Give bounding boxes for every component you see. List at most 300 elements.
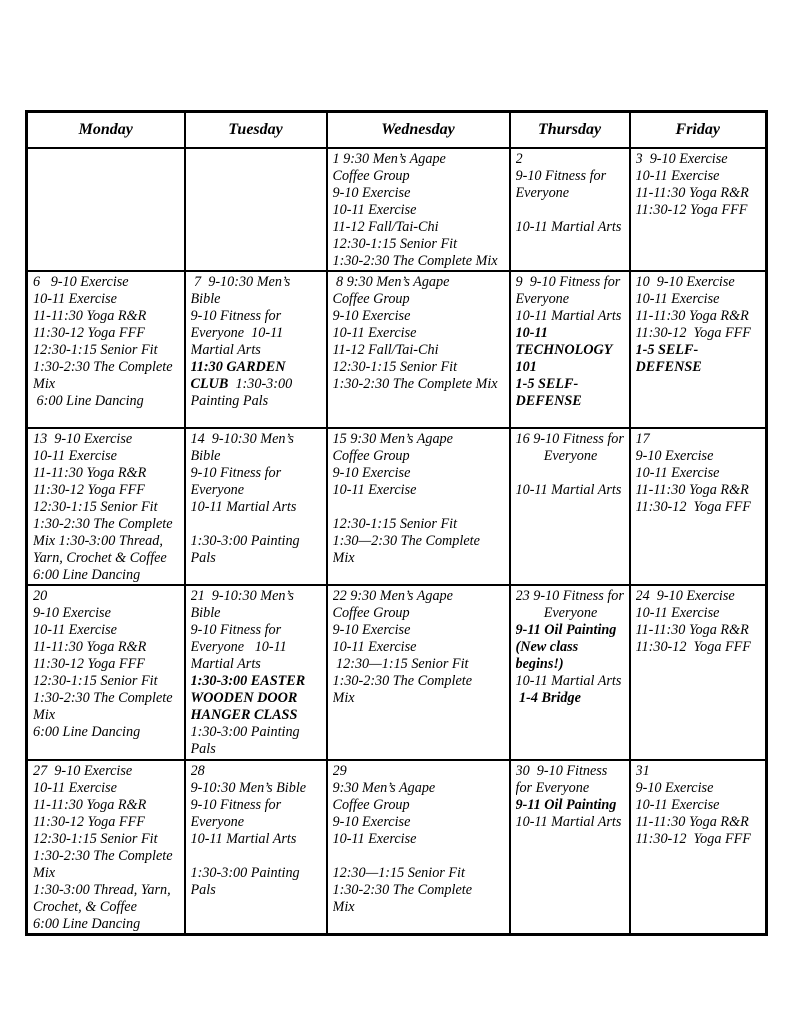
event-text: 29 — [332, 763, 347, 779]
event-text: 10-11 Martial Arts — [515, 219, 622, 235]
cell-wednesday-1 — [327, 148, 510, 271]
event-line — [516, 219, 626, 236]
event-line — [636, 274, 763, 291]
event-text: 9-10 Exercise — [635, 780, 714, 796]
event-text: 10-11 Martial Arts — [515, 814, 622, 830]
event-text: 11:30-12 Yoga FFF — [635, 499, 751, 515]
event-text-bold: 10-11 — [515, 325, 548, 341]
event-line — [636, 325, 763, 342]
event-text-bold: 1-5 SELF- — [515, 376, 579, 392]
event-text: 9-10 Exercise — [332, 465, 411, 481]
event-line — [191, 690, 323, 707]
event-text: 10-11 Exercise — [33, 291, 117, 307]
cell-monday-13 — [27, 428, 185, 585]
event-line — [33, 376, 181, 393]
event-line — [191, 639, 323, 656]
event-line — [33, 567, 181, 584]
event-line — [333, 151, 506, 168]
event-line — [333, 291, 506, 308]
event-line — [191, 448, 323, 465]
event-line — [516, 151, 626, 168]
event-line — [33, 797, 181, 814]
event-line — [636, 831, 763, 848]
event-line — [516, 780, 626, 797]
event-line — [191, 482, 323, 499]
event-line — [516, 168, 626, 185]
event-text: 9-10 Exercise — [635, 448, 714, 464]
event-line — [516, 431, 626, 448]
event-line — [333, 690, 506, 707]
event-text: Everyone 10-11 — [190, 325, 284, 341]
event-text: 10 9-10 Exercise — [635, 274, 735, 290]
event-line — [33, 656, 181, 673]
activity-calendar-table — [25, 110, 768, 936]
event-text: 16 9-10 Fitness for — [515, 431, 624, 447]
event-text: 1:30-2:30 The Complete — [33, 848, 173, 864]
event-text: Pals — [190, 882, 216, 898]
event-line — [516, 482, 626, 499]
event-line — [333, 482, 506, 499]
event-line — [333, 673, 506, 690]
event-text: 9-10 Exercise — [332, 814, 411, 830]
event-text-bold: 11:30 GARDEN — [190, 359, 286, 375]
event-line — [516, 376, 626, 393]
event-line — [191, 308, 323, 325]
event-line — [33, 550, 181, 567]
event-text: 10-11 Exercise — [33, 622, 117, 638]
event-line — [516, 814, 626, 831]
event-line — [191, 780, 323, 797]
event-text-bold: DEFENSE — [635, 359, 702, 375]
event-line — [333, 831, 506, 848]
event-text: 12:30-1:15 Senior Fit — [33, 499, 158, 515]
event-line — [33, 605, 181, 622]
event-text: 30 9-10 Fitness — [515, 763, 608, 779]
event-text: 11:30-12 Yoga FFF — [33, 482, 145, 498]
day-header-friday: Friday — [630, 112, 767, 149]
event-line — [33, 639, 181, 656]
event-text-bold: TECHNOLOGY — [515, 342, 613, 358]
event-line — [333, 516, 506, 533]
event-text: Everyone — [543, 605, 598, 621]
cell-wednesday-29 — [327, 760, 510, 935]
event-line — [636, 465, 763, 482]
event-text: 11-11:30 Yoga R&R — [33, 308, 147, 324]
event-text: 10-11 Exercise — [635, 797, 720, 813]
event-text: 1:30-3:00 Thread, Yarn, — [33, 882, 171, 898]
event-text: Coffee Group — [332, 797, 410, 813]
cell-monday-6 — [27, 271, 185, 428]
event-line — [33, 916, 181, 933]
event-line — [33, 342, 181, 359]
event-text: 9-10 Exercise — [33, 605, 111, 621]
event-text: 1:30-2:30 The Complete Mix — [332, 376, 498, 392]
week-row-4 — [27, 585, 767, 760]
event-line — [33, 274, 181, 291]
event-text: 1:30-2:30 The Complete Mix — [332, 253, 498, 269]
event-text: Crochet, & Coffee — [33, 899, 137, 915]
event-line — [333, 448, 506, 465]
event-text-bold: 9-11 Oil Painting — [515, 622, 617, 638]
event-line — [191, 291, 323, 308]
event-text: Bible — [190, 291, 221, 307]
event-text: 1:30-3:00 Painting — [190, 533, 300, 549]
week-row-3 — [27, 428, 767, 585]
event-text: 13 9-10 Exercise — [33, 431, 133, 447]
event-text: 23 9-10 Fitness for — [515, 588, 624, 604]
event-line — [636, 185, 763, 202]
event-line — [191, 533, 323, 550]
event-line — [33, 482, 181, 499]
weekday-header-row — [27, 112, 767, 149]
event-text: Mix — [332, 899, 355, 915]
event-text: 9 9-10 Fitness for — [515, 274, 621, 290]
event-line — [333, 219, 506, 236]
event-text: 7 9-10:30 Men’s — [190, 274, 291, 290]
event-text: 1:30-2:30 The Complete — [33, 690, 173, 706]
event-line — [33, 588, 181, 605]
event-text: 1:30-2:30 The Complete — [33, 516, 173, 532]
event-text: 11-11:30 Yoga R&R — [635, 814, 749, 830]
event-line — [191, 814, 323, 831]
event-text: 11:30-12 Yoga FFF — [635, 639, 751, 655]
event-line — [191, 325, 323, 342]
event-text-bold: WOODEN DOOR — [190, 690, 298, 706]
event-line — [191, 393, 323, 410]
event-line — [33, 780, 181, 797]
event-line — [636, 151, 763, 168]
event-line — [191, 882, 323, 899]
event-text: 21 9-10:30 Men’s — [190, 588, 294, 604]
event-text: Mix — [33, 865, 56, 881]
event-text: 11-12 Fall/Tai-Chi — [332, 219, 439, 235]
event-line — [333, 639, 506, 656]
event-line — [516, 185, 626, 202]
event-line — [191, 741, 323, 758]
event-text: 11-11:30 Yoga R&R — [33, 639, 147, 655]
event-line — [191, 274, 323, 291]
event-line — [636, 168, 763, 185]
event-line — [333, 431, 506, 448]
cell-tuesday-28 — [185, 760, 327, 935]
event-line — [516, 605, 626, 622]
event-line — [636, 448, 763, 465]
event-text-bold: CLUB — [190, 376, 229, 392]
event-text: Everyone 10-11 — [190, 639, 287, 655]
event-line — [333, 376, 506, 393]
event-text: 9-10 Exercise — [332, 185, 411, 201]
event-line — [636, 588, 763, 605]
event-text: 6 9-10 Exercise — [33, 274, 129, 290]
event-text: 10-11 Exercise — [332, 325, 417, 341]
event-text: 9-10 Fitness for — [190, 622, 282, 638]
event-line — [191, 550, 323, 567]
calendar-body — [27, 148, 767, 935]
week-row-1 — [27, 148, 767, 271]
day-header-monday: Monday — [27, 112, 185, 149]
event-text: 10-11 Exercise — [332, 202, 417, 218]
cell-tuesday-21 — [185, 585, 327, 760]
event-text-bold: (New class — [515, 639, 579, 655]
event-text-bold: begins!) — [515, 656, 564, 672]
event-line — [516, 639, 626, 656]
event-text: 11:30-12 Yoga FFF — [33, 325, 145, 341]
event-line — [33, 516, 181, 533]
event-line — [516, 763, 626, 780]
event-line — [516, 342, 626, 359]
event-line — [191, 588, 323, 605]
event-text: 12:30-1:15 Senior Fit — [332, 359, 458, 375]
event-line — [191, 499, 323, 516]
event-text: 3 9-10 Exercise — [635, 151, 728, 167]
event-line — [33, 448, 181, 465]
event-text: 1:30-2:30 The Complete — [332, 882, 472, 898]
event-line — [636, 202, 763, 219]
event-text: Mix — [332, 690, 355, 706]
event-line — [333, 274, 506, 291]
event-line — [33, 622, 181, 639]
event-line — [333, 848, 506, 865]
event-line — [516, 622, 626, 639]
event-text: Everyone — [543, 448, 598, 464]
event-line — [33, 673, 181, 690]
event-text: Martial Arts — [190, 656, 261, 672]
event-text: 1:30-3:00 — [228, 376, 293, 392]
event-text: Everyone — [190, 814, 245, 830]
event-text: Everyone — [515, 185, 570, 201]
event-text: 12:30-1:15 Senior Fit — [332, 516, 458, 532]
event-line — [33, 707, 181, 724]
event-line — [333, 605, 506, 622]
event-line — [191, 605, 323, 622]
event-text: 11-11:30 Yoga R&R — [33, 797, 147, 813]
event-line — [191, 465, 323, 482]
event-text: 10-11 Exercise — [635, 465, 720, 481]
cell-thursday-30 — [510, 760, 630, 935]
cell-tuesday-14 — [185, 428, 327, 585]
cell-wednesday-15 — [327, 428, 510, 585]
event-line — [33, 431, 181, 448]
event-line — [191, 673, 323, 690]
event-line — [191, 656, 323, 673]
cell-friday-10 — [630, 271, 767, 428]
event-text: Painting Pals — [190, 393, 269, 409]
event-text: 1:30-2:30 The Complete — [33, 359, 173, 375]
event-line — [333, 899, 506, 916]
event-text: 12:30-1:15 Senior Fit — [332, 236, 458, 252]
event-line — [516, 291, 626, 308]
event-line — [191, 848, 323, 865]
cell-tuesday-7 — [185, 271, 327, 428]
event-text: 11-11:30 Yoga R&R — [33, 465, 147, 481]
event-line — [333, 656, 506, 673]
event-line — [191, 763, 323, 780]
event-line — [636, 622, 763, 639]
event-line — [636, 499, 763, 516]
event-text: 6:00 Line Dancing — [33, 393, 144, 409]
cell-wednesday-22 — [327, 585, 510, 760]
event-text: 8 9:30 Men’s Agape — [332, 274, 450, 290]
event-text: 10-11 Exercise — [332, 831, 417, 847]
event-line — [333, 865, 506, 882]
event-text: 1 9:30 Men’s Agape — [332, 151, 446, 167]
event-text: 11-11:30 Yoga R&R — [635, 622, 749, 638]
event-text: Mix — [33, 376, 56, 392]
event-text: 12:30-1:15 Senior Fit — [33, 831, 158, 847]
event-line — [33, 763, 181, 780]
event-line — [191, 359, 323, 376]
event-text: 12:30—1:15 Senior Fit — [332, 656, 469, 672]
event-text-bold: 1-5 SELF- — [635, 342, 699, 358]
event-line — [516, 274, 626, 291]
event-text: 11:30-12 Yoga FFF — [33, 656, 145, 672]
event-line — [333, 342, 506, 359]
event-line — [33, 499, 181, 516]
cell-tuesday-empty — [185, 148, 327, 271]
event-line — [516, 308, 626, 325]
event-text: 14 9-10:30 Men’s — [190, 431, 294, 447]
event-text: 6:00 Line Dancing — [33, 724, 141, 740]
event-line — [636, 291, 763, 308]
event-line — [191, 516, 323, 533]
event-line — [333, 308, 506, 325]
event-text: 20 — [33, 588, 48, 604]
event-text: 28 — [190, 763, 205, 779]
event-text: 10-11 Exercise — [33, 448, 117, 464]
event-line — [636, 639, 763, 656]
event-line — [333, 622, 506, 639]
event-line — [33, 393, 181, 410]
event-line — [333, 325, 506, 342]
event-line — [636, 308, 763, 325]
event-text: for Everyone — [515, 780, 590, 796]
cell-wednesday-8 — [327, 271, 510, 428]
event-line — [191, 797, 323, 814]
event-line — [333, 797, 506, 814]
event-line — [191, 376, 323, 393]
event-text-bold: 101 — [515, 359, 537, 375]
event-line — [636, 814, 763, 831]
event-text: Coffee Group — [332, 168, 410, 184]
event-text: 9:30 Men’s Agape — [332, 780, 436, 796]
event-text: Coffee Group — [332, 448, 410, 464]
event-text: 9-10 Exercise — [332, 308, 411, 324]
event-text: 11-11:30 Yoga R&R — [635, 308, 749, 324]
event-line — [636, 605, 763, 622]
event-text: 10-11 Exercise — [33, 780, 117, 796]
event-line — [33, 325, 181, 342]
event-text: 11-11:30 Yoga R&R — [635, 482, 749, 498]
event-line — [191, 707, 323, 724]
cell-thursday-23 — [510, 585, 630, 760]
cell-friday-31 — [630, 760, 767, 935]
event-line — [191, 342, 323, 359]
event-line — [333, 185, 506, 202]
event-line — [33, 533, 181, 550]
event-text: Coffee Group — [332, 605, 410, 621]
event-line — [636, 431, 763, 448]
event-text: 10-11 Martial Arts — [515, 482, 622, 498]
event-line — [333, 882, 506, 899]
event-text: 9-10 Fitness for — [190, 308, 282, 324]
event-text: Martial Arts — [190, 342, 261, 358]
event-text: 11-12 Fall/Tai-Chi — [332, 342, 439, 358]
event-text: 11-11:30 Yoga R&R — [635, 185, 749, 201]
event-text: Mix 1:30-3:00 Thread, — [33, 533, 163, 549]
event-line — [33, 724, 181, 741]
week-row-5 — [27, 760, 767, 935]
day-header-tuesday: Tuesday — [185, 112, 327, 149]
event-line — [516, 448, 626, 465]
cell-thursday-16 — [510, 428, 630, 585]
event-text: 24 9-10 Exercise — [635, 588, 735, 604]
event-line — [33, 690, 181, 707]
event-line — [333, 814, 506, 831]
event-text: 11:30-12 Yoga FFF — [635, 831, 751, 847]
event-line — [191, 724, 323, 741]
event-text: 10-11 Exercise — [635, 605, 720, 621]
event-line — [516, 393, 626, 410]
event-text-bold: 1-4 Bridge — [515, 690, 581, 706]
day-header-wednesday: Wednesday — [327, 112, 510, 149]
event-line — [516, 690, 626, 707]
event-line — [516, 656, 626, 673]
event-text: 1:30—2:30 The Complete — [332, 533, 480, 549]
event-text-bold: 1:30-3:00 EASTER — [190, 673, 306, 689]
event-text: 12:30—1:15 Senior Fit — [332, 865, 465, 881]
event-text: 10-11 Exercise — [635, 168, 720, 184]
event-text: 15 9:30 Men’s Agape — [332, 431, 453, 447]
event-line — [191, 622, 323, 639]
event-text: Coffee Group — [332, 291, 410, 307]
event-text: 12:30-1:15 Senior Fit — [33, 673, 158, 689]
event-text: 10-11 Exercise — [332, 482, 417, 498]
event-line — [333, 253, 506, 270]
event-text-bold: DEFENSE — [515, 393, 582, 409]
event-text: Pals — [190, 741, 216, 757]
event-line — [516, 359, 626, 376]
event-line — [636, 763, 763, 780]
event-line — [516, 465, 626, 482]
event-line — [333, 202, 506, 219]
event-text: 10-11 Martial Arts — [515, 308, 622, 324]
event-text: 9-10 Fitness for — [190, 465, 282, 481]
event-text: 1:30-3:00 Painting — [190, 724, 300, 740]
event-text: 2 — [515, 151, 523, 167]
event-line — [33, 359, 181, 376]
event-line — [33, 308, 181, 325]
event-text: 10-11 Martial Arts — [190, 499, 297, 515]
cell-monday-27 — [27, 760, 185, 935]
event-line — [333, 550, 506, 567]
cell-monday-20 — [27, 585, 185, 760]
event-line — [33, 882, 181, 899]
event-line — [333, 780, 506, 797]
event-text: 27 9-10 Exercise — [33, 763, 133, 779]
event-line — [191, 831, 323, 848]
event-line — [191, 431, 323, 448]
event-text: Bible — [190, 605, 221, 621]
event-text: 22 9:30 Men’s Agape — [332, 588, 453, 604]
cell-friday-3 — [630, 148, 767, 271]
event-line — [516, 673, 626, 690]
event-line — [516, 202, 626, 219]
event-line — [333, 763, 506, 780]
event-line — [33, 291, 181, 308]
event-line — [636, 780, 763, 797]
event-line — [333, 533, 506, 550]
event-line — [333, 465, 506, 482]
